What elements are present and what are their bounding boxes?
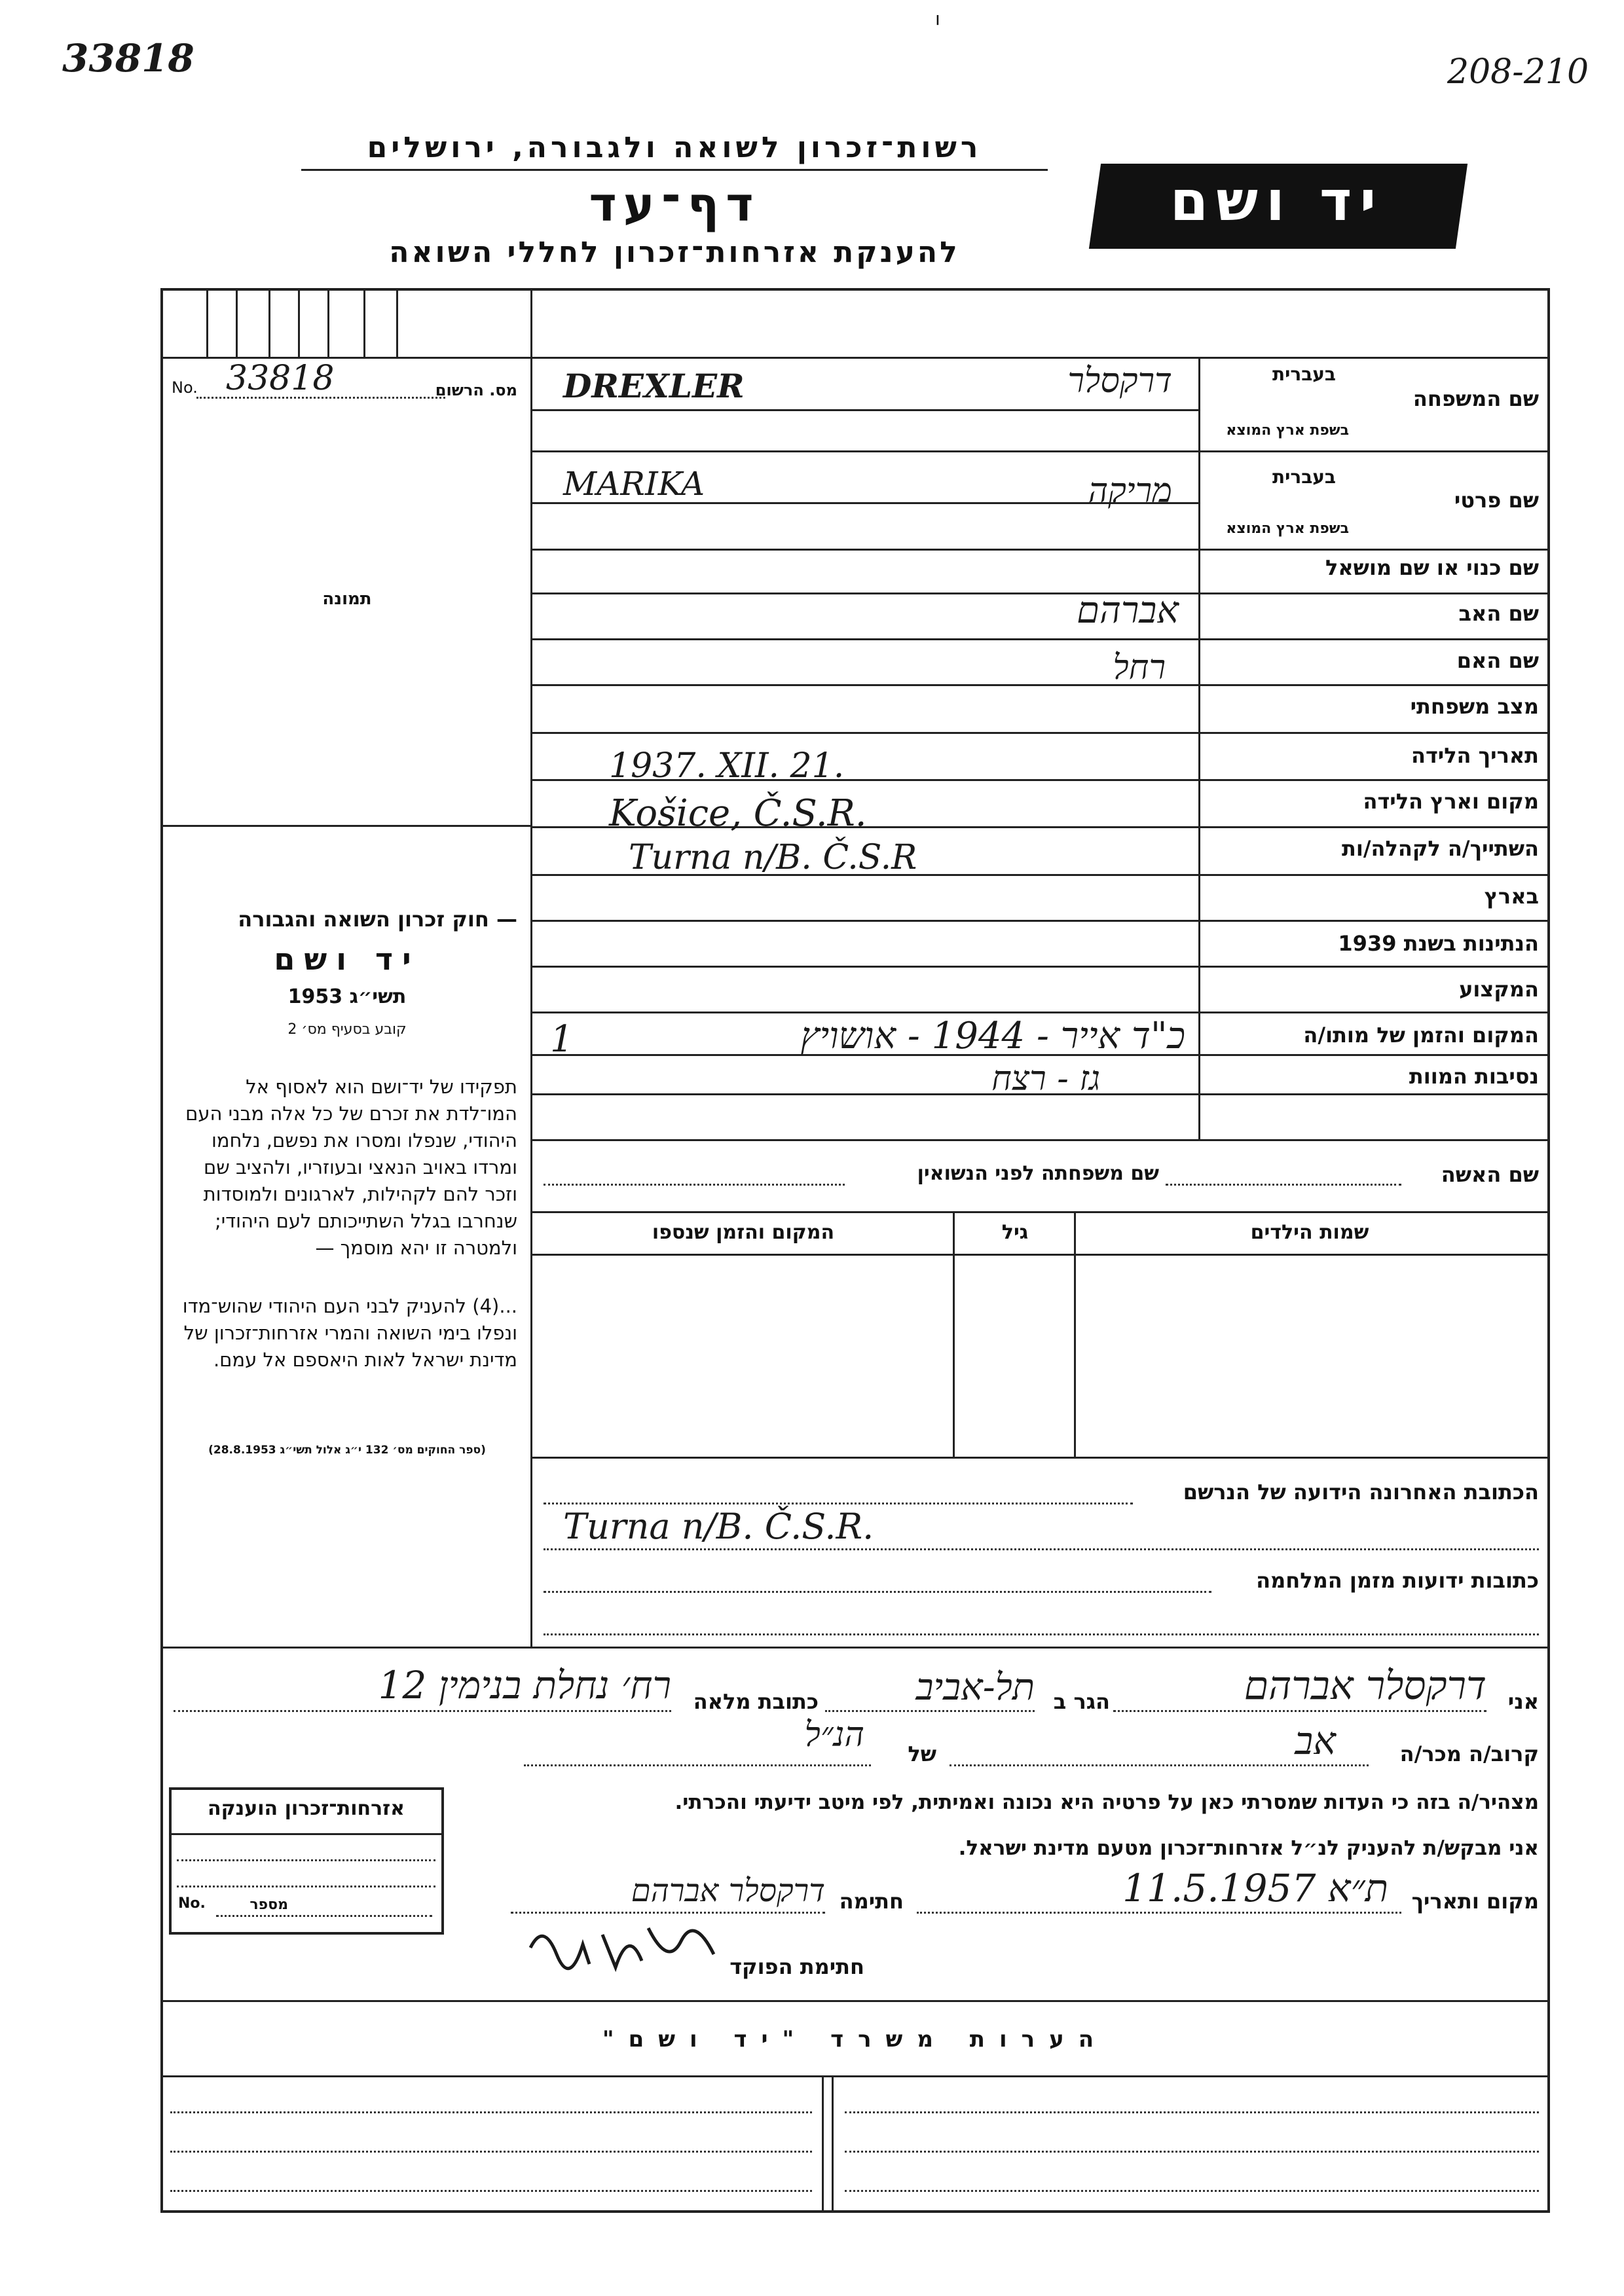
declarant-address[interactable]: רח׳ נחלת בנימין 12 <box>378 1663 671 1707</box>
death-cause-value[interactable]: גז - רצח <box>991 1059 1100 1099</box>
declarant-resides-label: הגר ב <box>1053 1689 1110 1714</box>
last-address-label: הכתובת האחרונה הידועה של הנרשם <box>1183 1480 1539 1504</box>
law-para-2: ...(4) להעניק לבני העם היהודי שהוש־מדו ונפלו בימי השואה והמרי אזרחות־זכרון של מדינת ישראל לאות היאספם אל עמם. <box>182 1295 517 1371</box>
citizenship-box-number-label: מספר <box>249 1897 288 1913</box>
spouse-maiden-label: שם משפחתה לפני הנשואין <box>917 1162 1159 1185</box>
declarant-city[interactable]: תל-אביב <box>915 1666 1035 1709</box>
label-column-divider <box>1198 357 1200 1139</box>
first-name-latin[interactable]: MARIKA <box>563 465 705 503</box>
reg-number: 33818 <box>226 359 335 398</box>
place-date-value[interactable]: ת״א 11.5.1957 <box>1122 1866 1388 1910</box>
death-number[interactable]: 1 <box>550 1018 574 1061</box>
spouse-label: שם האשה <box>1441 1162 1539 1187</box>
reg-no-label: No. <box>172 378 198 397</box>
birth-place-label: מקום וארץ הלידה <box>1363 789 1539 814</box>
reg-label: מס. הרשום <box>435 381 517 399</box>
official-signature-scrawl <box>517 1908 733 1980</box>
authority-underline <box>301 169 1048 171</box>
law-heading: — חוק זכרון השואה והגבורה <box>238 907 517 932</box>
relative-value[interactable]: אב <box>1295 1719 1336 1763</box>
family-name-foreign-label: בשפת ארץ המוצא <box>1226 422 1349 439</box>
corner-mark: ı <box>935 8 940 29</box>
birth-date-label: תאריך הלידה <box>1411 743 1539 768</box>
children-names-header: שמות הילדים <box>1250 1221 1369 1244</box>
logo-text: יד ושם <box>1170 169 1384 233</box>
first-name-hebrew-label: בעברית <box>1272 466 1336 488</box>
citizenship-box-no: No. <box>178 1895 206 1912</box>
country-label: בארץ <box>1484 884 1539 909</box>
statement-1: מצהיר/ה בזה כי העדות שמסרתי כאן על פרטיה היא נכונה ואמיתית, לפי מיטב ידיעתי והכרתי. <box>674 1791 1539 1814</box>
corner-ref-left: 33818 <box>62 36 194 81</box>
last-address-value[interactable]: Turna n/B. Č.S.R. <box>563 1506 874 1547</box>
family-name-hebrew[interactable]: דרקסלר <box>1067 361 1172 401</box>
first-name-foreign-label: בשפת ארץ המוצא <box>1226 520 1349 537</box>
authority-name: רשות־זכרון לשואה ולגבורה, ירושלים <box>367 131 982 164</box>
father-label: שם האב <box>1458 601 1539 626</box>
first-name-label: שם פרטי <box>1454 488 1539 513</box>
birth-place-value[interactable]: Košice, Č.S.R. <box>609 792 867 835</box>
mother-label: שם האם <box>1456 648 1539 673</box>
death-place-time-value[interactable]: כ"ד אייר - 1944 - אושויץ <box>800 1015 1185 1057</box>
community-label: השתייך/ה לקהלה/ות <box>1341 836 1539 861</box>
citizenship-1939-label: הנתינות בשנת 1939 <box>1338 931 1539 956</box>
law-source: (ספר החוקים מס׳ 132 י״ג אלול תשי״ג 28.8.1953) <box>208 1444 486 1457</box>
place-date-label: מקום ותאריך <box>1411 1889 1539 1914</box>
death-cause-label: נסיבות המוות <box>1409 1064 1539 1089</box>
corner-ref-right: 208-210 <box>1447 52 1589 92</box>
signature-label: חתימה <box>839 1889 904 1914</box>
community-value[interactable]: Turna n/B. Č.S.R <box>629 838 917 877</box>
law-clause: קובע בסעיף מס׳ 2 <box>287 1021 407 1038</box>
office-remarks-title: הערות משרד "יד ושם" <box>602 2026 1109 2052</box>
war-address-label: כתובות ידועות מזמן המלחמה <box>1256 1568 1539 1593</box>
family-name-hebrew-label: בעברית <box>1272 363 1336 385</box>
citizenship-box-title: אזרחות־זכרון הוענקה <box>207 1797 405 1820</box>
of-value[interactable]: הנ״ל <box>804 1715 864 1755</box>
official-signature-label: חתימת הפוקד <box>729 1954 864 1979</box>
form-title: דף־עד <box>589 177 760 232</box>
birth-date-value[interactable]: 1937. XII. 21. <box>609 746 845 786</box>
law-name: יד ושם <box>274 941 420 977</box>
form-subtitle: להענקת אזרחות־זכרון לחללי השואה <box>389 236 960 269</box>
marital-label: מצב משפחתי <box>1410 694 1539 719</box>
children-place-header: המקום והזמן שנספו <box>652 1221 835 1244</box>
declarant-name[interactable]: דרקסלר אברהם <box>1244 1663 1486 1709</box>
first-name-hebrew[interactable]: מריקה <box>1088 471 1172 511</box>
father-value[interactable]: אברהם <box>1077 589 1179 632</box>
family-name-latin[interactable]: DREXLER <box>563 367 745 405</box>
signature-value[interactable]: דרקסלר אברהם <box>631 1872 825 1909</box>
mother-value[interactable]: רחל <box>1113 648 1166 687</box>
of-label: של <box>908 1741 936 1766</box>
children-age-header: גיל <box>1001 1221 1029 1244</box>
law-para-1: תפקידו של יד־ושם הוא לאסוף אל המו־לדת את זכרם של כל אלה מבני העם היהודי, שנפלו ומסרו את נפשם, נלחמו ומרדו באויב הנאצי ובעוזריו, ולהציב שם וזכר להם לקהילות, לארגונים ולמוסדות שנחרבו בגלל השתייכותם לעם היהודי; ולמטרה זו יהא מוסמך — <box>185 1076 517 1259</box>
relative-label: קרוב/ה מכר/ה <box>1399 1741 1539 1766</box>
law-year: תשי״ג 1953 <box>287 985 407 1008</box>
profession-label: המקצוע <box>1459 977 1539 1002</box>
photo-label: תמונה <box>322 589 372 609</box>
declarant-ani: אני <box>1507 1689 1539 1714</box>
statement-2: אני מבקש/ת להעניק לנ״ל אזרחות־זכרון מטעם מדינת ישראל. <box>958 1836 1539 1860</box>
nickname-label: שם כנוי או שם מושאל <box>1325 555 1539 580</box>
death-place-time-label: המקום והזמן של מותו/ה <box>1303 1023 1539 1048</box>
family-name-label: שם המשפחה <box>1412 386 1539 411</box>
declarant-full-address-label: כתובת מלאה <box>693 1689 819 1714</box>
